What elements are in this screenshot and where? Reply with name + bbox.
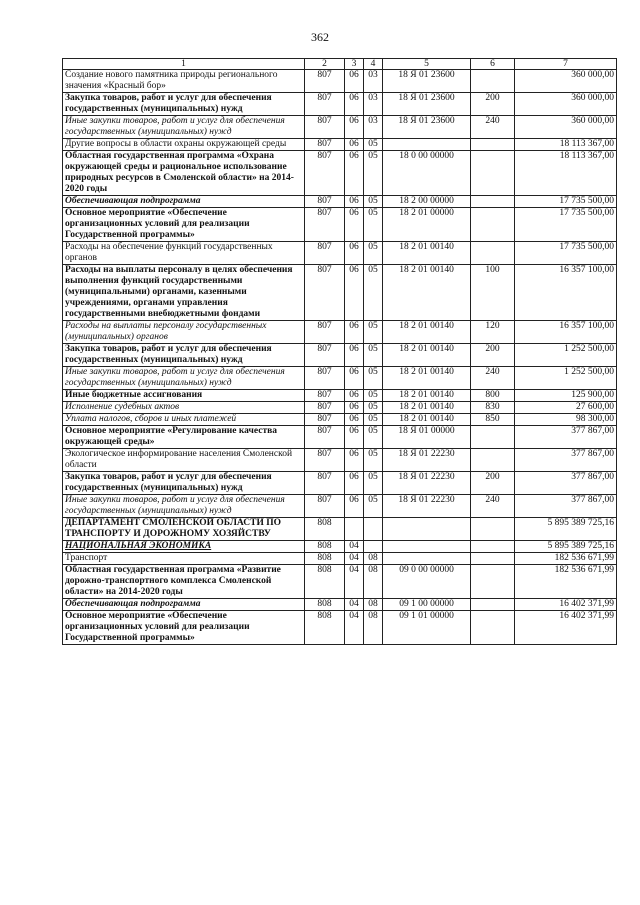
section-code: 06 [345,426,364,449]
table-row [63,196,617,208]
expense-type-code: 200 [471,344,515,367]
amount: 182 536 671,99 [515,565,617,599]
budget-item-name: Иные бюджетные ассигнования [63,390,305,402]
column-header: 3 [345,59,364,70]
section-code: 04 [345,599,364,611]
table-row [63,553,617,565]
subsection-code: 05 [364,196,383,208]
section-code: 06 [345,321,364,344]
ministry-code: 807 [305,472,345,495]
expense-type-code: 100 [471,265,515,321]
budget-item-name: НАЦИОНАЛЬНАЯ ЭКОНОМИКА [63,541,305,553]
subsection-code: 08 [364,565,383,599]
subsection-code: 05 [364,426,383,449]
expense-type-code: 200 [471,93,515,116]
column-header: 7 [515,59,617,70]
budget-item-name: Областная государственная программа «Развитие дорожно-транспортного комплекса Смоленской области» на 2014-2020 годы [63,565,305,599]
table-row [63,565,617,599]
expense-type-code: 200 [471,472,515,495]
section-code: 06 [345,495,364,518]
section-code: 04 [345,611,364,645]
expense-type-code: 850 [471,414,515,426]
section-code: 06 [345,449,364,472]
subsection-code: 05 [364,321,383,344]
subsection-code: 08 [364,599,383,611]
ministry-code: 808 [305,599,345,611]
ministry-code: 807 [305,151,345,196]
ministry-code: 807 [305,402,345,414]
expense-type-code [471,599,515,611]
expense-type-code [471,426,515,449]
target-article-code: 09 1 01 00000 [383,611,471,645]
target-article-code: 18 2 01 00140 [383,265,471,321]
ministry-code: 807 [305,70,345,93]
amount: 98 300,00 [515,414,617,426]
ministry-code: 807 [305,208,345,242]
budget-item-name: Основное мероприятие «Регулирование качества окружающей среды» [63,426,305,449]
budget-item-name: Закупка товаров, работ и услуг для обеспечения государственных (муниципальных) нужд [63,472,305,495]
expense-type-code [471,242,515,265]
target-article-code [383,518,471,541]
budget-item-name: Иные закупки товаров, работ и услуг для обеспечения государственных (муниципальных) нужд [63,116,305,139]
ministry-code: 807 [305,321,345,344]
subsection-code: 08 [364,611,383,645]
budget-item-name: Расходы на обеспечение функций государственных органов [63,242,305,265]
target-article-code: 18 2 01 00140 [383,242,471,265]
section-code: 06 [345,70,364,93]
ministry-code: 808 [305,541,345,553]
table-row [63,449,617,472]
ministry-code: 807 [305,265,345,321]
ministry-code: 807 [305,495,345,518]
target-article-code [383,553,471,565]
expense-type-code: 240 [471,116,515,139]
ministry-code: 807 [305,93,345,116]
budget-table [62,58,617,645]
target-article-code: 18 Я 01 22230 [383,472,471,495]
ministry-code: 807 [305,426,345,449]
target-article-code: 09 0 00 00000 [383,565,471,599]
section-code: 06 [345,414,364,426]
target-article-code: 09 1 00 00000 [383,599,471,611]
budget-item-name: Расходы на выплаты персоналу в целях обеспечения выполнения функций государственными (муниципальными) органами, казенными учреждениями, органами управления государственными внебюджетными фондами [63,265,305,321]
ministry-code: 807 [305,449,345,472]
table-row [63,151,617,196]
expense-type-code: 240 [471,367,515,390]
budget-item-name: Закупка товаров, работ и услуг для обеспечения государственных (муниципальных) нужд [63,93,305,116]
table-row [63,344,617,367]
table-row [63,599,617,611]
subsection-code: 08 [364,553,383,565]
column-header: 2 [305,59,345,70]
subsection-code: 03 [364,93,383,116]
amount: 377 867,00 [515,495,617,518]
table-row [63,208,617,242]
table-row [63,367,617,390]
ministry-code: 808 [305,565,345,599]
expense-type-code [471,611,515,645]
target-article-code [383,139,471,151]
subsection-code: 05 [364,472,383,495]
ministry-code: 807 [305,139,345,151]
table-row [63,116,617,139]
amount: 1 252 500,00 [515,344,617,367]
budget-item-name: Областная государственная программа «Охрана окружающей среды и рациональное использование природных ресурсов в Смоленской области» на 2014-2020 годы [63,151,305,196]
section-code: 06 [345,390,364,402]
amount: 17 735 500,00 [515,242,617,265]
budget-item-name: Основное мероприятие «Обеспечение организационных условий для реализации Государственной программы» [63,208,305,242]
subsection-code: 05 [364,151,383,196]
section-code: 06 [345,402,364,414]
section-code: 06 [345,116,364,139]
section-code: 06 [345,344,364,367]
budget-item-name: Обеспечивающая подпрограмма [63,599,305,611]
section-code: 04 [345,565,364,599]
column-header: 4 [364,59,383,70]
target-article-code: 18 0 00 00000 [383,151,471,196]
subsection-code: 05 [364,265,383,321]
ministry-code: 807 [305,390,345,402]
section-code: 06 [345,242,364,265]
subsection-code: 05 [364,139,383,151]
table-row [63,139,617,151]
subsection-code [364,518,383,541]
target-article-code: 18 2 01 00140 [383,344,471,367]
subsection-code: 05 [364,344,383,367]
expense-type-code [471,553,515,565]
amount: 377 867,00 [515,472,617,495]
amount: 16 402 371,99 [515,611,617,645]
ministry-code: 807 [305,116,345,139]
table-row [63,426,617,449]
budget-item-name: Закупка товаров, работ и услуг для обеспечения государственных (муниципальных) нужд [63,344,305,367]
amount: 5 895 389 725,16 [515,541,617,553]
amount: 360 000,00 [515,70,617,93]
table-row [63,242,617,265]
target-article-code: 18 2 01 00140 [383,414,471,426]
subsection-code: 05 [364,495,383,518]
expense-type-code [471,208,515,242]
ministry-code: 807 [305,367,345,390]
budget-item-name: Создание нового памятника природы регионального значения «Красный бор» [63,70,305,93]
amount: 360 000,00 [515,93,617,116]
target-article-code: 18 2 00 00000 [383,196,471,208]
amount: 17 735 500,00 [515,208,617,242]
section-code [345,518,364,541]
table-row [63,472,617,495]
ministry-code: 807 [305,242,345,265]
expense-type-code: 830 [471,402,515,414]
subsection-code: 05 [364,208,383,242]
section-code: 04 [345,553,364,565]
target-article-code: 18 Я 01 23600 [383,93,471,116]
amount: 16 357 100,00 [515,321,617,344]
subsection-code: 05 [364,367,383,390]
ministry-code: 808 [305,553,345,565]
table-row [63,70,617,93]
section-code: 06 [345,151,364,196]
target-article-code: 18 Я 01 22230 [383,495,471,518]
table-row [63,518,617,541]
budget-item-name: Уплата налогов, сборов и иных платежей [63,414,305,426]
amount: 27 600,00 [515,402,617,414]
section-code: 06 [345,93,364,116]
section-code: 06 [345,265,364,321]
table-row [63,495,617,518]
target-article-code: 18 2 01 00140 [383,367,471,390]
subsection-code [364,541,383,553]
target-article-code: 18 Я 01 23600 [383,70,471,93]
target-article-code: 18 2 01 00140 [383,321,471,344]
expense-type-code [471,541,515,553]
target-article-code [383,541,471,553]
table-row [63,265,617,321]
amount: 377 867,00 [515,449,617,472]
subsection-code: 05 [364,414,383,426]
amount: 360 000,00 [515,116,617,139]
table-header-row [63,59,617,70]
amount: 18 113 367,00 [515,139,617,151]
table-row [63,402,617,414]
budget-item-name: Транспорт [63,553,305,565]
ministry-code: 807 [305,414,345,426]
section-code: 06 [345,367,364,390]
ministry-code: 807 [305,196,345,208]
target-article-code: 18 2 01 00140 [383,390,471,402]
budget-item-name: Исполнение судебных актов [63,402,305,414]
subsection-code: 03 [364,116,383,139]
target-article-code: 18 Я 01 23600 [383,116,471,139]
budget-item-name: Иные закупки товаров, работ и услуг для обеспечения государственных (муниципальных) нужд [63,495,305,518]
ministry-code: 808 [305,518,345,541]
target-article-code: 18 2 01 00000 [383,208,471,242]
column-header: 1 [63,59,305,70]
column-header: 6 [471,59,515,70]
subsection-code: 05 [364,402,383,414]
page-number: 362 [311,30,329,44]
expense-type-code [471,518,515,541]
table-row [63,321,617,344]
budget-item-name: Другие вопросы в области охраны окружающей среды [63,139,305,151]
amount: 1 252 500,00 [515,367,617,390]
expense-type-code: 120 [471,321,515,344]
expense-type-code: 240 [471,495,515,518]
ministry-code: 808 [305,611,345,645]
expense-type-code [471,151,515,196]
expense-type-code [471,449,515,472]
target-article-code: 18 Я 01 00000 [383,426,471,449]
table-row [63,414,617,426]
target-article-code: 18 2 01 00140 [383,402,471,414]
budget-item-name: Экологическое информирование населения Смоленской области [63,449,305,472]
column-header: 5 [383,59,471,70]
table-row [63,611,617,645]
subsection-code: 05 [364,242,383,265]
amount: 182 536 671,99 [515,553,617,565]
subsection-code: 05 [364,449,383,472]
budget-item-name: Расходы на выплаты персоналу государственных (муниципальных) органов [63,321,305,344]
subsection-code: 05 [364,390,383,402]
section-code: 04 [345,541,364,553]
amount: 5 895 389 725,16 [515,518,617,541]
table-row [63,541,617,553]
amount: 16 357 100,00 [515,265,617,321]
table-row [63,93,617,116]
target-article-code: 18 Я 01 22230 [383,449,471,472]
budget-item-name: Обеспечивающая подпрограмма [63,196,305,208]
amount: 16 402 371,99 [515,599,617,611]
expense-type-code: 800 [471,390,515,402]
table-row [63,390,617,402]
expense-type-code [471,70,515,93]
expense-type-code [471,565,515,599]
amount: 377 867,00 [515,426,617,449]
budget-item-name: ДЕПАРТАМЕНТ СМОЛЕНСКОЙ ОБЛАСТИ ПО ТРАНСПОРТУ И ДОРОЖНОМУ ХОЗЯЙСТВУ [63,518,305,541]
section-code: 06 [345,196,364,208]
amount: 18 113 367,00 [515,151,617,196]
expense-type-code [471,196,515,208]
amount: 17 735 500,00 [515,196,617,208]
subsection-code: 03 [364,70,383,93]
section-code: 06 [345,472,364,495]
expense-type-code [471,139,515,151]
amount: 125 900,00 [515,390,617,402]
ministry-code: 807 [305,344,345,367]
section-code: 06 [345,139,364,151]
budget-item-name: Основное мероприятие «Обеспечение организационных условий для реализации Государственной программы» [63,611,305,645]
section-code: 06 [345,208,364,242]
budget-item-name: Иные закупки товаров, работ и услуг для обеспечения государственных (муниципальных) нужд [63,367,305,390]
